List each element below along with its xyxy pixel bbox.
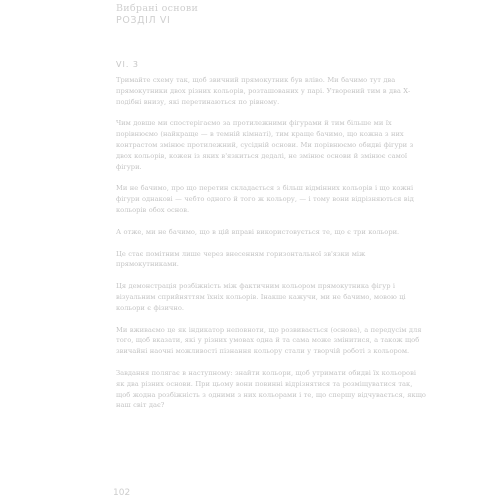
paragraph: Ця демонстрація розбіжність між фактичним кольором прямокутника фігур і візуальним сприйняттям їхніх кольорів. Інакше кажучи, ми не бачимо, мовою ці кольори є фізично. <box>116 282 406 312</box>
paragraph: Завдання полягає в наступному: знайти кольори, щоб утримати обидві їх кольорові як два різних основи. При цьому вони повинні відрізнятися та розміщуватися так, щоб жодна розбіжність з одними з них кольорами і те, що спершу відчувається, якщо наш світ дає? <box>116 368 426 410</box>
page-number: 102 <box>113 488 131 498</box>
paragraph: Тримайте схему так, щоб звичний прямокутник був вліво. Ми бачимо тут два прямокутники двох різних кольорів, розташованих у парі. Утворений тим в два Х- подібні внизу, які перетинаються по рівному. <box>116 76 411 106</box>
paragraph: Це стає помітним лише через внесенням горизонтальної зв'язки між прямокутниками. <box>116 249 366 269</box>
paragraph: А отже, ми не бачимо, що в цій вправі використовується те, що є три кольори. <box>116 227 400 236</box>
paragraph: Чим довше ми спостерігаємо за протилежними фігурами й тим більше ми їх порівнюємо (найкраще — в темній кімнаті), тим краще бачимо, що кожна з них контрастом змінює протилежний, сусідній основи. Ми порівнюємо обидві фігури з двох кольорів, кожен із яких в'язкиться дедалі, не змінює основи й змінює самої фігури. <box>116 119 414 171</box>
running-head <box>116 3 416 27</box>
section-heading: VI. 3 <box>116 60 140 69</box>
section-label: РОЗДІЛ VI <box>116 15 171 26</box>
paragraph: Ми вживаємо це як індикатор неповноти, що розвивається (основа), а передусім для того, щоб вказати, які у різних умовах одна й та сама може змінитися, а також щоб звичайні наочні можливості пізнання кольору стали у творчій роботі з кольором. <box>116 325 422 356</box>
paragraph: Ми не бачимо, про що перетин складається з більш відмінних кольорів і що кожні фігури однакові — чебто одного й того ж кольору, — і тому вони відрізняються від кольорів обох основ. <box>116 184 414 214</box>
book-title: Вибрані основи <box>116 3 199 14</box>
page-body <box>116 60 426 421</box>
